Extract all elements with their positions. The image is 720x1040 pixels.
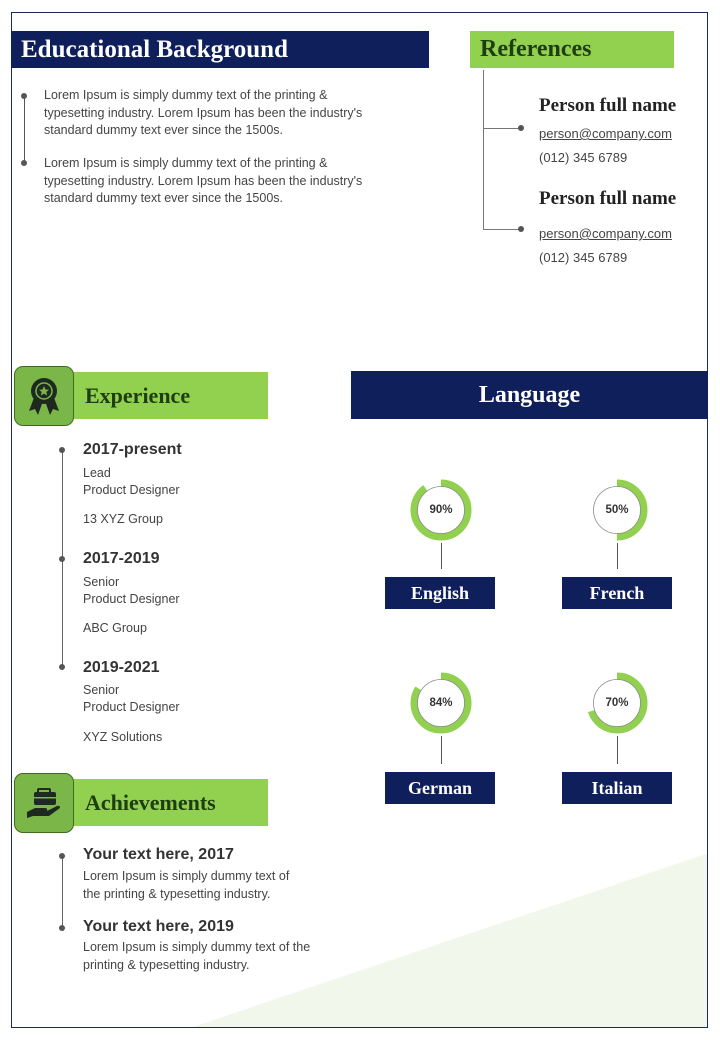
reference-name: Person full name (539, 95, 677, 116)
reference-bullet (518, 125, 524, 131)
references-heading: References (470, 31, 674, 68)
education-bullet (21, 160, 27, 166)
language-stem (441, 543, 442, 569)
experience-years: 2017-present (83, 441, 182, 458)
award-ribbon-icon (14, 366, 74, 426)
education-heading: Educational Background (11, 31, 429, 68)
experience-bullet (59, 447, 65, 453)
achievements-heading: Achievements (68, 779, 268, 826)
reference-bullet (518, 226, 524, 232)
experience-role: Product Designer (83, 483, 180, 497)
references-connector (483, 70, 484, 230)
experience-heading: Experience (68, 372, 268, 419)
language-name: English (385, 577, 495, 609)
language-percent: 90% (429, 504, 453, 516)
experience-years: 2017-2019 (83, 550, 160, 567)
experience-company: ABC Group (83, 621, 147, 635)
reference-phone: (012) 345 6789 (539, 150, 628, 165)
language-name: French (562, 577, 672, 609)
hand-briefcase-icon (14, 773, 74, 833)
achievement-title: Your text here, 2017 (83, 846, 234, 863)
language-percent: 84% (429, 697, 453, 709)
experience-role: Product Designer (83, 592, 180, 606)
experience-level: Senior (83, 575, 120, 589)
education-bullet (21, 93, 27, 99)
language-stem (441, 736, 442, 764)
experience-years: 2019-2021 (83, 659, 160, 676)
education-item: Lorem Ipsum is simply dummy text of the printing & typesetting industry. Lorem Ipsum has been the industry's standard dummy text ever since the 1500s. (44, 156, 363, 205)
experience-level: Senior (83, 683, 120, 697)
language-heading: Language (351, 371, 708, 419)
language-name: German (385, 772, 495, 804)
reference-email-link[interactable]: person@company.com (539, 126, 672, 141)
experience-level: Lead (83, 466, 111, 480)
experience-company: 13 XYZ Group (83, 512, 163, 526)
achievement-description: Lorem Ipsum is simply dummy text of the printing & typesetting industry. (83, 869, 290, 901)
references-branch (483, 128, 521, 129)
language-name: Italian (562, 772, 672, 804)
reference-name: Person full name (539, 188, 677, 209)
achievement-bullet (59, 925, 65, 931)
experience-role: Product Designer (83, 700, 180, 714)
achievements-timeline (62, 856, 63, 928)
references-branch (483, 229, 521, 230)
language-percent: 50% (605, 504, 629, 516)
education-item: Lorem Ipsum is simply dummy text of the printing & typesetting industry. Lorem Ipsum has been the industry's standard dummy text ever since the 1500s. (44, 88, 363, 137)
experience-bullet (59, 664, 65, 670)
language-stem (617, 543, 618, 569)
language-percent: 70% (605, 697, 629, 709)
reference-phone: (012) 345 6789 (539, 250, 628, 265)
language-stem (617, 736, 618, 764)
reference-email-link[interactable]: person@company.com (539, 226, 672, 241)
experience-company: XYZ Solutions (83, 730, 163, 744)
education-timeline (24, 96, 25, 164)
achievement-bullet (59, 853, 65, 859)
experience-bullet (59, 556, 65, 562)
achievement-description: Lorem Ipsum is simply dummy text of the printing & typesetting industry. (83, 940, 311, 972)
achievement-title: Your text here, 2019 (83, 918, 234, 935)
